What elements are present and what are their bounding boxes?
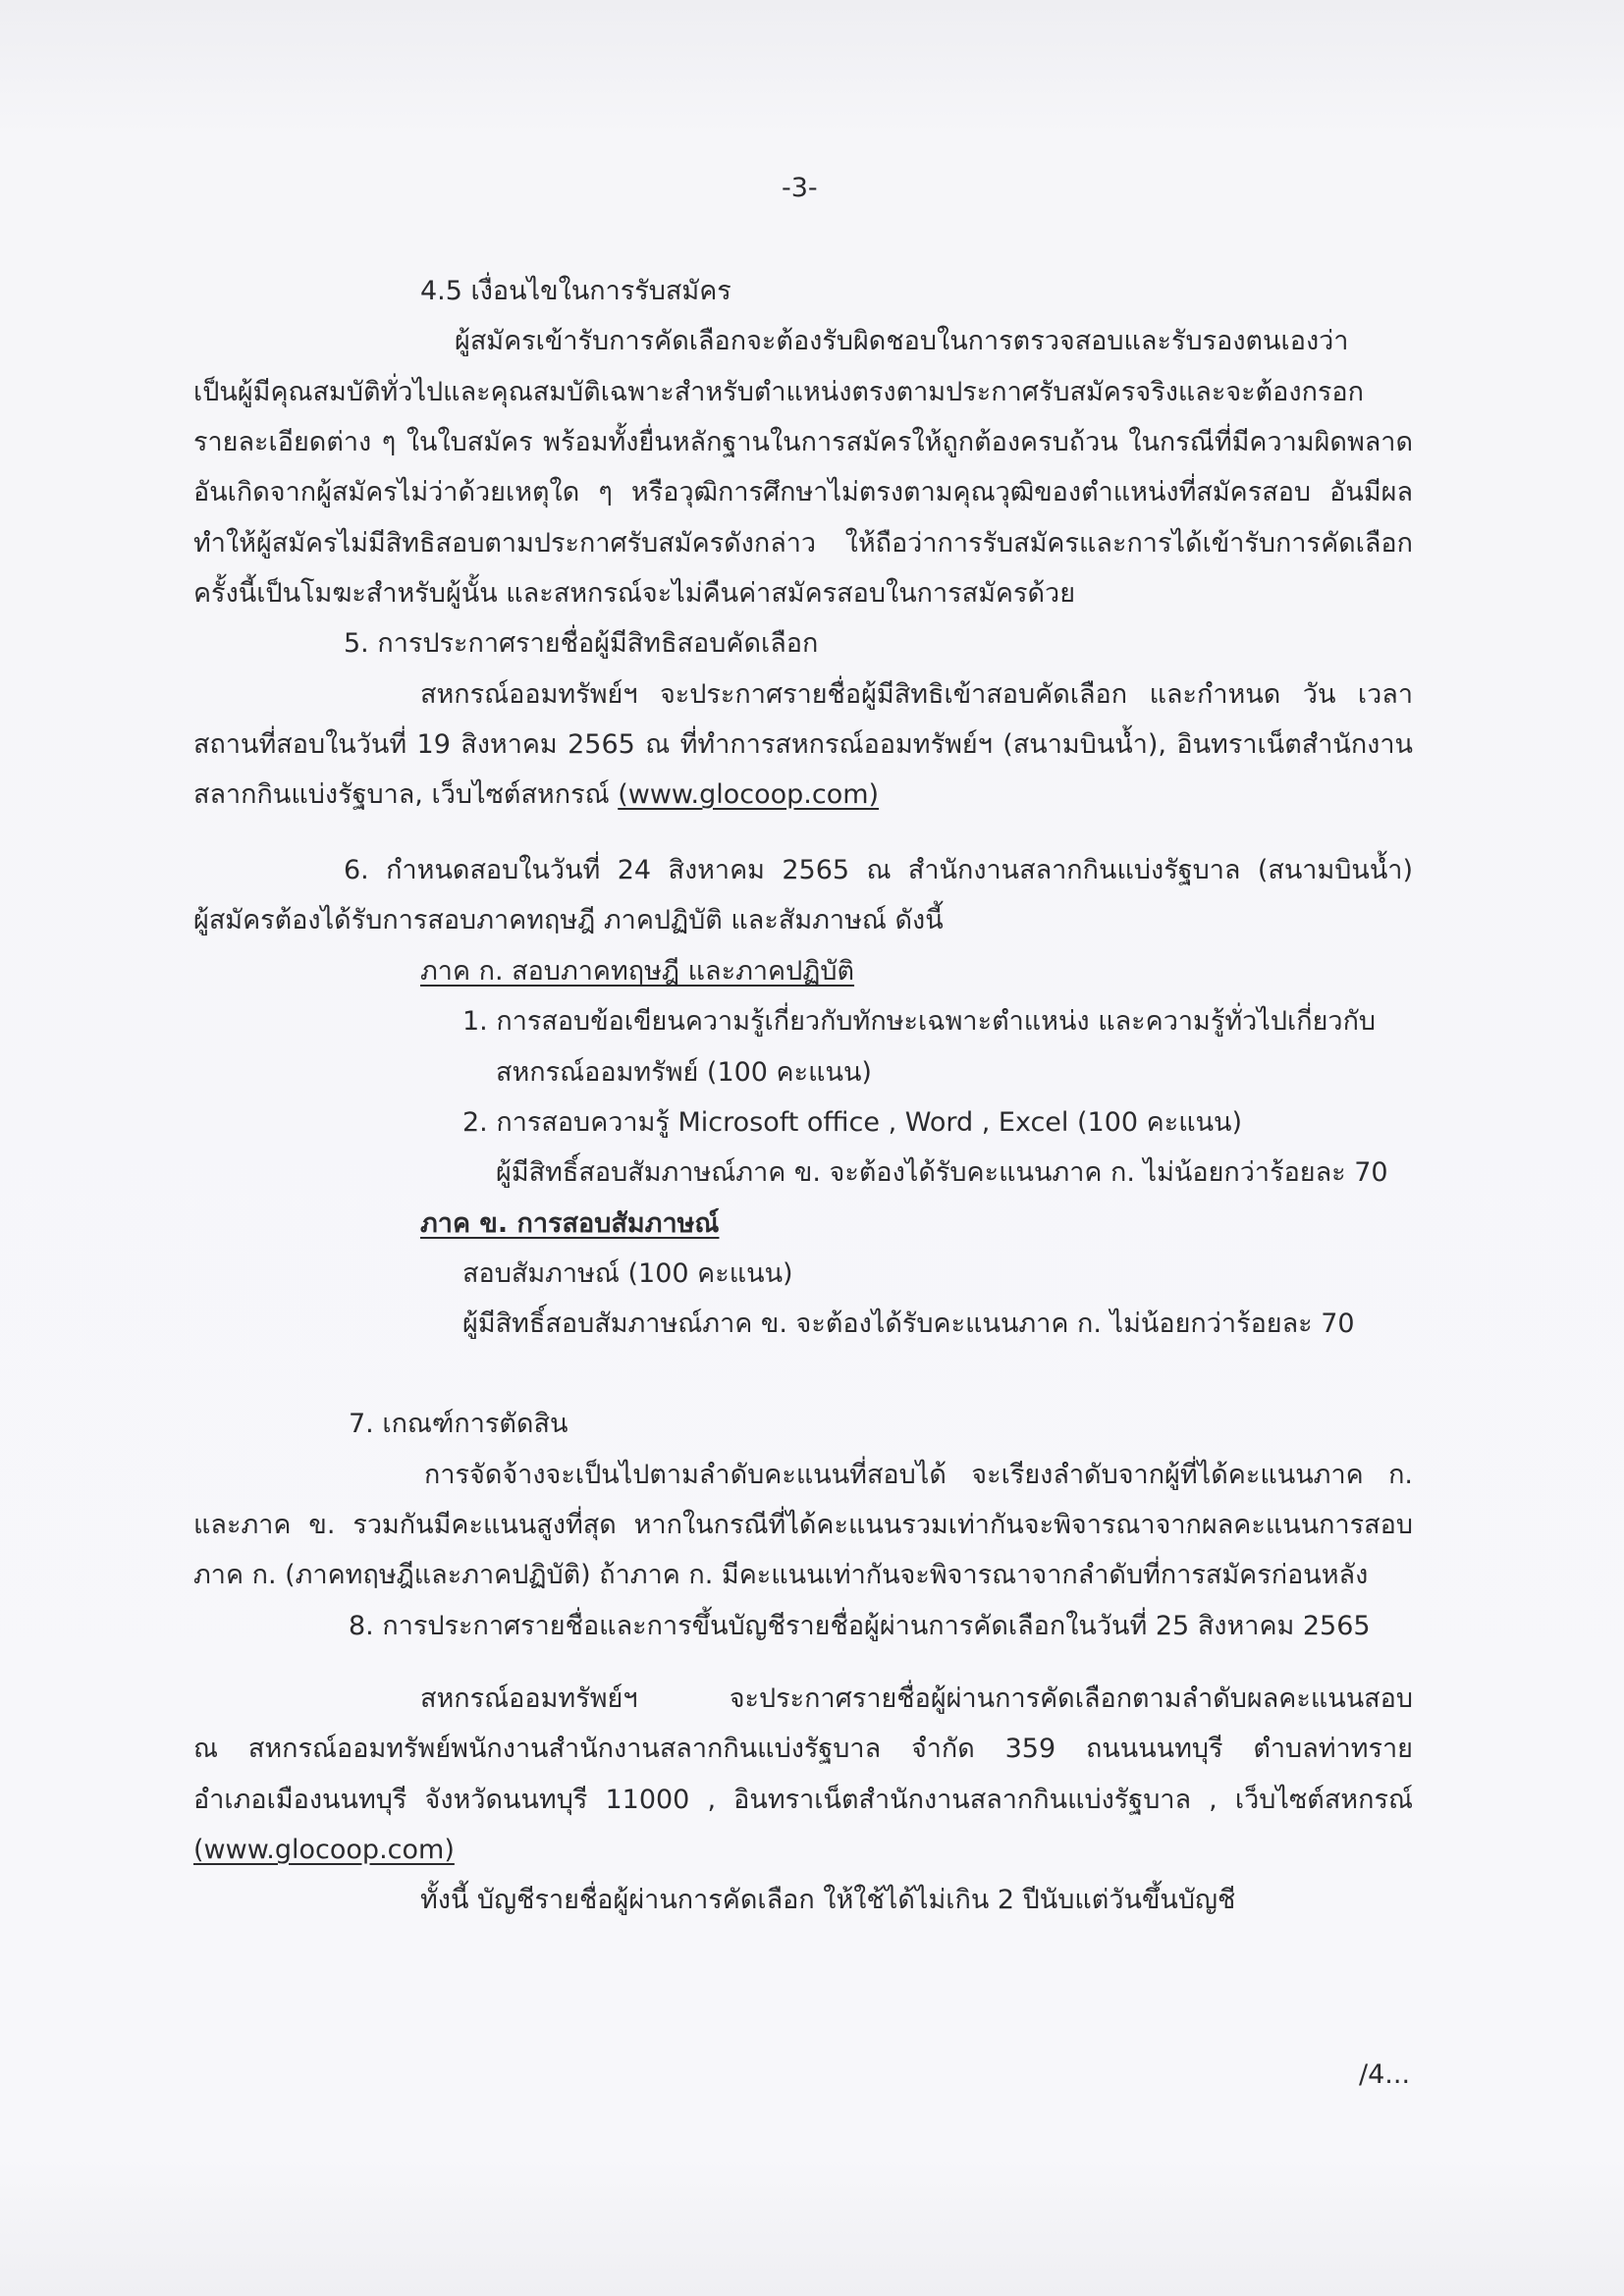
section-4-5-line-1: ผู้สมัครเข้ารับการคัดเลือกจะต้องรับผิดชอบในการตรวจสอบและรับรองตนเองว่า bbox=[455, 326, 1349, 356]
part-a-item-1-line-1: 1. การสอบข้อเขียนความรู้เกี่ยวกับทักษะเฉพาะตำแหน่ง และความรู้ทั่วไปเกี่ยวกับ bbox=[462, 1006, 1377, 1037]
section-7-line-1: การจัดจ้างจะเป็นไปตามลำดับคะแนนที่สอบได้ จะเรียงลำดับจากผู้ที่ได้คะแนนภาค ก. bbox=[424, 1460, 1413, 1490]
page-number: -3- bbox=[782, 173, 818, 203]
section-4-5-line-2: เป็นผู้มีคุณสมบัติทั่วไปและคุณสมบัติเฉพาะสำหรับตำแหน่งตรงตามประกาศรับสมัครจริงและจะต้องกรอก bbox=[193, 377, 1364, 407]
section-8-line-2: ณ สหกรณ์ออมทรัพย์พนักงานสำนักงานสลากกินแบ่งรัฐบาล จำกัด 359 ถนนนนทบุรี ตำบลท่าทราย bbox=[193, 1734, 1413, 1764]
section-7-line-2: และภาค ข. รวมกันมีคะแนนสูงที่สุด หากในกรณีที่ได้คะแนนรวมเท่ากันจะพิจารณาจากผลคะแนนการสอบ bbox=[193, 1510, 1413, 1540]
glocoop-link[interactable]: (www.glocoop.com) bbox=[618, 779, 880, 810]
section-4-5-line-5: ทำให้ผู้สมัครไม่มีสิทธิสอบตามประกาศรับสมัครดังกล่าว ให้ถือว่าการรับสมัครและการได้เข้ารับการคัดเลือก bbox=[193, 528, 1413, 559]
section-7-heading: 7. เกณฑ์การตัดสิน bbox=[349, 1409, 568, 1439]
section-7-line-3: ภาค ก. (ภาคทฤษฎีและภาคปฏิบัติ) ถ้าภาค ก. มีคะแนนเท่ากันจะพิจารณาจากลำดับที่การสมัครก่อนหลัง bbox=[193, 1560, 1369, 1590]
section-5-line-1: สหกรณ์ออมทรัพย์ฯ จะประกาศรายชื่อผู้มีสิทธิเข้าสอบคัดเลือก และกำหนด วัน เวลา bbox=[420, 679, 1413, 710]
part-a-title: ภาค ก. สอบภาคทฤษฎี และภาคปฏิบัติ bbox=[420, 956, 855, 987]
section-5-line-3 bbox=[193, 775, 879, 815]
part-a-eligibility: ผู้มีสิทธิ์สอบสัมภาษณ์ภาค ข. จะต้องได้รับคะแนนภาค ก. ไม่น้อยกว่าร้อยละ 70 bbox=[496, 1157, 1388, 1188]
section-4-5-line-3: รายละเอียดต่าง ๆ ในใบสมัคร พร้อมทั้งยื่นหลักฐานในการสมัครให้ถูกต้องครบถ้วน ในกรณีที่มีความผิดพลาด bbox=[193, 427, 1413, 457]
section-5-line-2: สถานที่สอบในวันที่ 19 สิงหาคม 2565 ณ ที่ทำการสหกรณ์ออมทรัพย์ฯ (สนามบินน้ำ), อินทราเน็ตสำนักงาน bbox=[193, 729, 1413, 760]
section-5-heading: 5. การประกาศรายชื่อผู้มีสิทธิสอบคัดเลือก bbox=[344, 628, 819, 659]
section-4-5-line-4: อันเกิดจากผู้สมัครไม่ว่าด้วยเหตุใด ๆ หรือวุฒิการศึกษาไม่ตรงตามคุณวุฒิของตำแหน่งที่สมัครสอบ อันมีผล bbox=[193, 477, 1413, 507]
part-b-item: สอบสัมภาษณ์ (100 คะแนน) bbox=[462, 1258, 793, 1289]
glocoop-link-2[interactable]: (www.glocoop.com) bbox=[193, 1835, 455, 1865]
section-8-closing: ทั้งนี้ บัญชีรายชื่อผู้ผ่านการคัดเลือก ให้ใช้ได้ไม่เกิน 2 ปีนับแต่วันขึ้นบัญชี bbox=[420, 1885, 1236, 1915]
part-b-title: ภาค ข. การสอบสัมภาษณ์ bbox=[420, 1208, 720, 1239]
part-a-item-1-line-2: สหกรณ์ออมทรัพย์ (100 คะแนน) bbox=[496, 1057, 872, 1088]
section-6-line-2: ผู้สมัครต้องได้รับการสอบภาคทฤษฎี ภาคปฏิบัติ และสัมภาษณ์ ดังนี้ bbox=[193, 905, 944, 935]
section-6-line-1: 6. กำหนดสอบในวันที่ 24 สิงหาคม 2565 ณ สำนักงานสลากกินแบ่งรัฐบาล (สนามบินน้ำ) bbox=[344, 855, 1413, 885]
section-8-heading: 8. การประกาศรายชื่อและการขึ้นบัญชีรายชื่อผู้ผ่านการคัดเลือกในวันที่ 25 สิงหาคม 2565 bbox=[349, 1611, 1371, 1641]
section-4-5-line-6: ครั้งนี้เป็นโมฆะสำหรับผู้นั้น และสหกรณ์จะไม่คืนค่าสมัครสอบในการสมัครด้วย bbox=[193, 578, 1076, 609]
section-8-line-1: สหกรณ์ออมทรัพย์ฯ จะประกาศรายชื่อผู้ผ่านการคัดเลือกตามลำดับผลคะแนนสอบ bbox=[420, 1683, 1413, 1714]
section-4-5-heading: 4.5 เงื่อนไขในการรับสมัคร bbox=[420, 276, 731, 306]
section-8-line-3: อำเภอเมืองนนทบุรี จังหวัดนนทบุรี 11000 , อินทราเน็ตสำนักงานสลากกินแบ่งรัฐบาล , เว็บไซต์สหกรณ์ bbox=[193, 1785, 1413, 1815]
part-b-eligibility: ผู้มีสิทธิ์สอบสัมภาษณ์ภาค ข. จะต้องได้รับคะแนนภาค ก. ไม่น้อยกว่าร้อยละ 70 bbox=[462, 1308, 1355, 1339]
section-5-line-3-text: สลากกินแบ่งรัฐบาล, เว็บไซต์สหกรณ์ bbox=[193, 779, 619, 810]
part-a-item-2: 2. การสอบความรู้ Microsoft office , Word , Excel (100 คะแนน) bbox=[462, 1107, 1243, 1138]
continuation-marker: /4... bbox=[1359, 2059, 1411, 2090]
